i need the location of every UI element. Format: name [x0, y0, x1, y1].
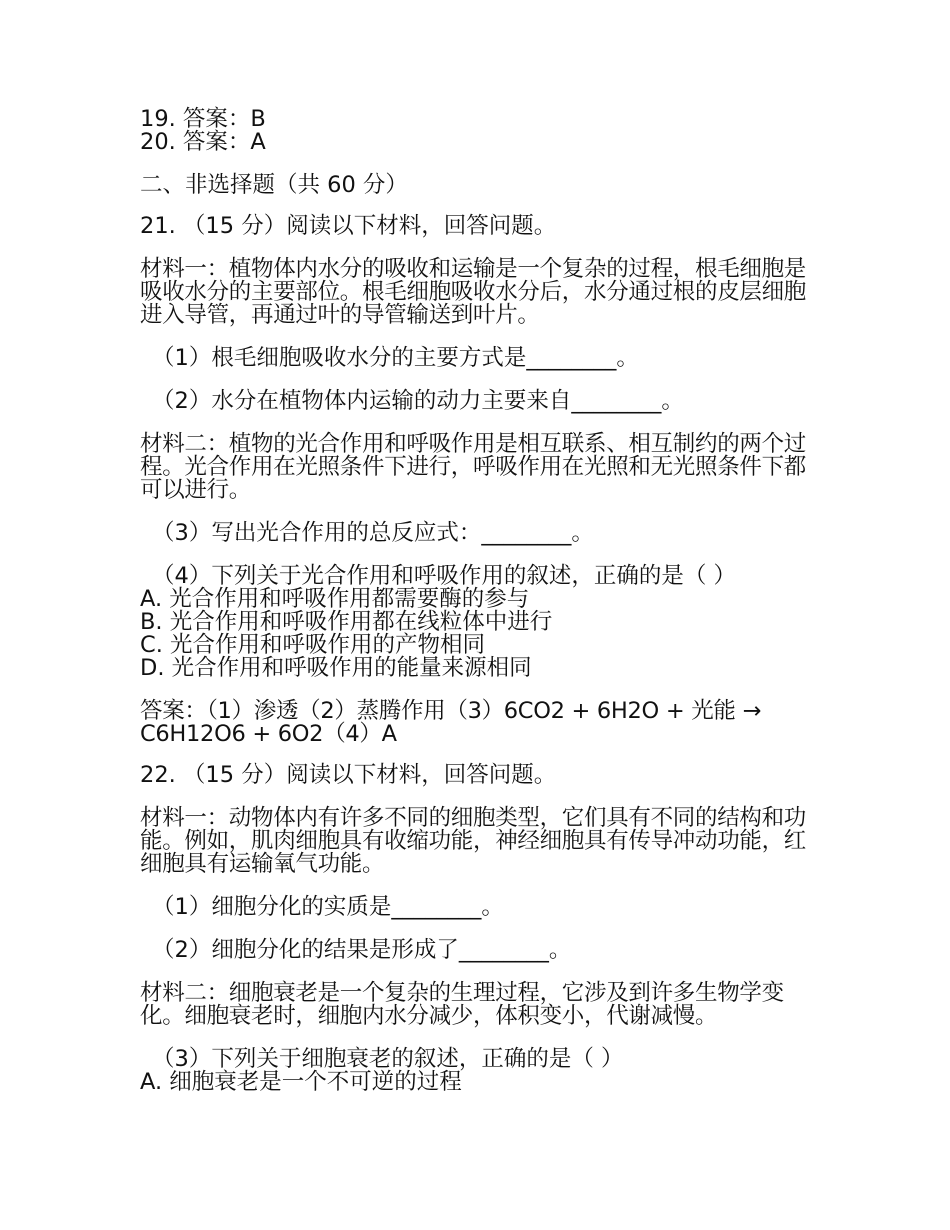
question-21-sub-4: （4）下列关于光合作用和呼吸作用的叙述，正确的是（ ）: [152, 563, 736, 589]
question-22-header: 22. （15 分）阅读以下材料，回答问题。: [140, 762, 557, 788]
question-22-sub-2: （2）细胞分化的结果是形成了________。: [152, 937, 572, 963]
question-21-option-a: A. 光合作用和呼吸作用都需要酶的参与: [140, 586, 530, 612]
answer-line-19: 19. 答案：B: [140, 106, 266, 132]
question-21-option-d: D. 光合作用和呼吸作用的能量来源相同: [140, 655, 532, 681]
question-21-sub-3: （3）写出光合作用的总反应式：________。: [152, 520, 594, 546]
document-page: [140, 108, 815, 1094]
question-21-header: 21. （15 分）阅读以下材料，回答问题。: [140, 213, 557, 239]
question-21-sub-2: （2）水分在植物体内运输的动力主要来自________。: [152, 388, 684, 414]
question-21-material-2: 材料二：植物的光合作用和呼吸作用是相互联系、相互制约的两个过程。光合作用在光照条件下进行，呼吸作用在光照和无光照条件下都可以进行。: [140, 431, 807, 503]
section-title: 二、非选择题（共 60 分）: [140, 172, 408, 198]
question-21-sub-1: （1）根毛细胞吸收水分的主要方式是________。: [152, 345, 639, 371]
question-21-option-b: B. 光合作用和呼吸作用都在线粒体中进行: [140, 609, 553, 635]
question-21-answer: 答案：（1）渗透（2）蒸腾作用（3）6CO2 + 6H2O + 光能 → C6H12O6 + 6O2（4）A: [140, 698, 762, 747]
question-22-material-2: 材料二：细胞衰老是一个复杂的生理过程，它涉及到许多生物学变化。细胞衰老时，细胞内水分减少，体积变小，代谢减慢。: [140, 980, 784, 1029]
answer-line-20: 20. 答案：A: [140, 129, 266, 155]
question-22-sub-1: （1）细胞分化的实质是________。: [152, 894, 504, 920]
question-22-option-a: A. 细胞衰老是一个不可逆的过程: [140, 1069, 462, 1095]
question-22-material-1: 材料一：动物体内有许多不同的细胞类型，它们具有不同的结构和功能。例如，肌肉细胞具有收缩功能，神经细胞具有传导冲动功能，红细胞具有运输氧气功能。: [140, 805, 807, 877]
question-22-sub-3: （3）下列关于细胞衰老的叙述，正确的是（ ）: [152, 1046, 624, 1072]
question-21-material-1: 材料一：植物体内水分的吸收和运输是一个复杂的过程，根毛细胞是吸收水分的主要部位。根毛细胞吸收水分后，水分通过根的皮层细胞进入导管，再通过叶的导管输送到叶片。: [140, 256, 807, 328]
question-21-option-c: C. 光合作用和呼吸作用的产物相同: [140, 632, 486, 658]
